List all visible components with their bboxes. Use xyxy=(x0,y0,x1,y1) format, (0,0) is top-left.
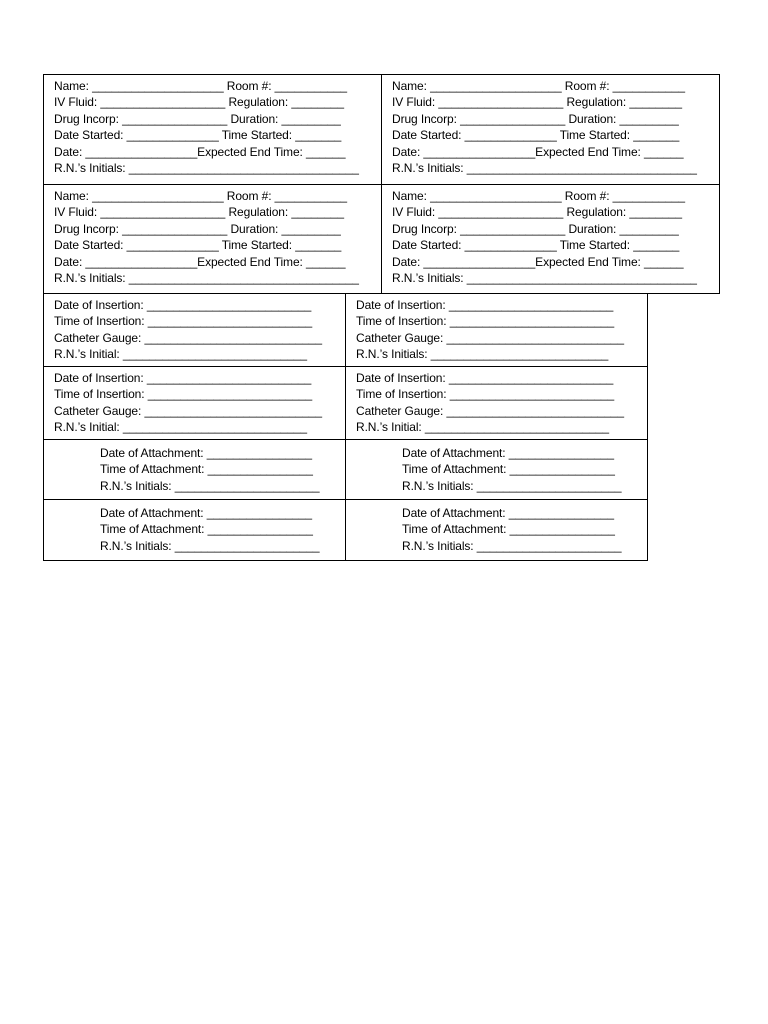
iv-fluid-regulation-line: IV Fluid: ___________________ Regulation: ________ xyxy=(392,205,682,220)
time-of-insertion-line: Time of Insertion: _________________________ xyxy=(356,387,615,402)
catheter-gauge-line: Catheter Gauge: ___________________________ xyxy=(356,330,624,345)
tubing-label-4 xyxy=(345,499,648,561)
drug-duration-line: Drug Incorp: ________________ Duration: _________ xyxy=(54,221,341,236)
date-of-attachment-line: Date of Attachment: ________________ xyxy=(100,446,312,460)
tubing-label-fields xyxy=(100,445,319,494)
insertion-site-label-1 xyxy=(43,293,346,367)
date-of-attachment-line: Date of Attachment: ________________ xyxy=(402,506,614,520)
time-of-insertion-line: Time of Insertion: _________________________ xyxy=(356,314,615,329)
insertion-site-fields xyxy=(356,370,624,436)
insertion-site-fields xyxy=(54,297,322,363)
iv-fluid-regulation-line: IV Fluid: ___________________ Regulation: ________ xyxy=(54,95,344,110)
date-of-insertion-line: Date of Insertion: _________________________ xyxy=(356,371,614,385)
date-end-time-line: Date: _________________Expected End Time: ______ xyxy=(392,254,684,269)
rn-initials-line: R.N.’s Initials: ___________________________________ xyxy=(392,161,697,176)
tubing-label-fields xyxy=(100,505,319,554)
insertion-site-label-2 xyxy=(345,293,648,367)
rn-initial-line: R.N.’s Initial: ____________________________ xyxy=(54,347,307,362)
insertion-site-fields xyxy=(356,297,624,363)
drug-duration-line: Drug Incorp: ________________ Duration: _________ xyxy=(54,111,341,126)
time-of-attachment-line: Time of Attachment: ________________ xyxy=(402,522,615,537)
insertion-site-fields xyxy=(54,370,322,436)
date-time-started-line: Date Started: ______________ Time Started: _______ xyxy=(392,128,680,143)
rn-initials-line: R.N.’s Initials: ___________________________________ xyxy=(392,271,697,286)
tubing-label-1 xyxy=(43,439,346,500)
rn-initials-line: R.N.’s Initials: ______________________ xyxy=(100,538,320,553)
date-time-started-line: Date Started: ______________ Time Started: _______ xyxy=(392,238,680,253)
date-of-insertion-line: Date of Insertion: _________________________ xyxy=(54,371,312,385)
rn-initials-line: R.N.’s Initials: ______________________ xyxy=(100,478,320,493)
drug-duration-line: Drug Incorp: ________________ Duration: _________ xyxy=(392,111,679,126)
time-of-insertion-line: Time of Insertion: _________________________ xyxy=(54,314,313,329)
iv-bag-label-4 xyxy=(381,184,720,294)
iv-bag-label-fields xyxy=(54,188,359,286)
date-end-time-line: Date: _________________Expected End Time: ______ xyxy=(54,144,346,159)
catheter-gauge-line: Catheter Gauge: ___________________________ xyxy=(54,330,322,345)
iv-bag-label-fields xyxy=(54,78,359,176)
date-of-insertion-line: Date of Insertion: _________________________ xyxy=(54,298,312,312)
iv-bag-label-1 xyxy=(43,74,382,185)
time-of-insertion-line: Time of Insertion: _________________________ xyxy=(54,387,313,402)
name-room-line: Name: ____________________ Room #: ___________ xyxy=(54,189,347,203)
catheter-gauge-line: Catheter Gauge: ___________________________ xyxy=(54,403,322,418)
iv-bag-label-3 xyxy=(43,184,382,294)
iv-bag-label-fields xyxy=(392,188,697,286)
time-of-attachment-line: Time of Attachment: ________________ xyxy=(402,462,615,477)
catheter-gauge-line: Catheter Gauge: ___________________________ xyxy=(356,403,624,418)
time-of-attachment-line: Time of Attachment: ________________ xyxy=(100,522,313,537)
rn-initial-line: R.N.’s Initial: ____________________________ xyxy=(54,420,307,435)
rn-initials-line: R.N.’s Initials: ______________________ xyxy=(402,478,622,493)
insertion-site-label-3 xyxy=(43,366,346,440)
iv-bag-label-fields xyxy=(392,78,697,176)
date-end-time-line: Date: _________________Expected End Time: ______ xyxy=(54,254,346,269)
date-of-attachment-line: Date of Attachment: ________________ xyxy=(402,446,614,460)
date-time-started-line: Date Started: ______________ Time Started: _______ xyxy=(54,128,342,143)
name-room-line: Name: ____________________ Room #: ___________ xyxy=(392,189,685,203)
tubing-label-fields xyxy=(402,505,621,554)
iv-fluid-regulation-line: IV Fluid: ___________________ Regulation: ________ xyxy=(392,95,682,110)
rn-initials-line: R.N.’s Initials: ___________________________________ xyxy=(54,161,359,176)
tubing-label-fields xyxy=(402,445,621,494)
date-of-insertion-line: Date of Insertion: _________________________ xyxy=(356,298,614,312)
time-of-attachment-line: Time of Attachment: ________________ xyxy=(100,462,313,477)
date-end-time-line: Date: _________________Expected End Time: ______ xyxy=(392,144,684,159)
date-time-started-line: Date Started: ______________ Time Started: _______ xyxy=(54,238,342,253)
rn-initials-line: R.N.’s Initials: ______________________ xyxy=(402,538,622,553)
rn-initial-line: R.N.’s Initial: ____________________________ xyxy=(356,420,609,435)
insertion-site-label-4 xyxy=(345,366,648,440)
drug-duration-line: Drug Incorp: ________________ Duration: _________ xyxy=(392,221,679,236)
iv-bag-label-2 xyxy=(381,74,720,185)
tubing-label-3 xyxy=(43,499,346,561)
rn-initials-line: R.N.’s Initials: ___________________________________ xyxy=(54,271,359,286)
name-room-line: Name: ____________________ Room #: ___________ xyxy=(54,79,347,93)
iv-fluid-regulation-line: IV Fluid: ___________________ Regulation: ________ xyxy=(54,205,344,220)
tubing-label-2 xyxy=(345,439,648,500)
date-of-attachment-line: Date of Attachment: ________________ xyxy=(100,506,312,520)
rn-initials-line: R.N.’s Initials: ___________________________ xyxy=(356,347,609,362)
name-room-line: Name: ____________________ Room #: ___________ xyxy=(392,79,685,93)
